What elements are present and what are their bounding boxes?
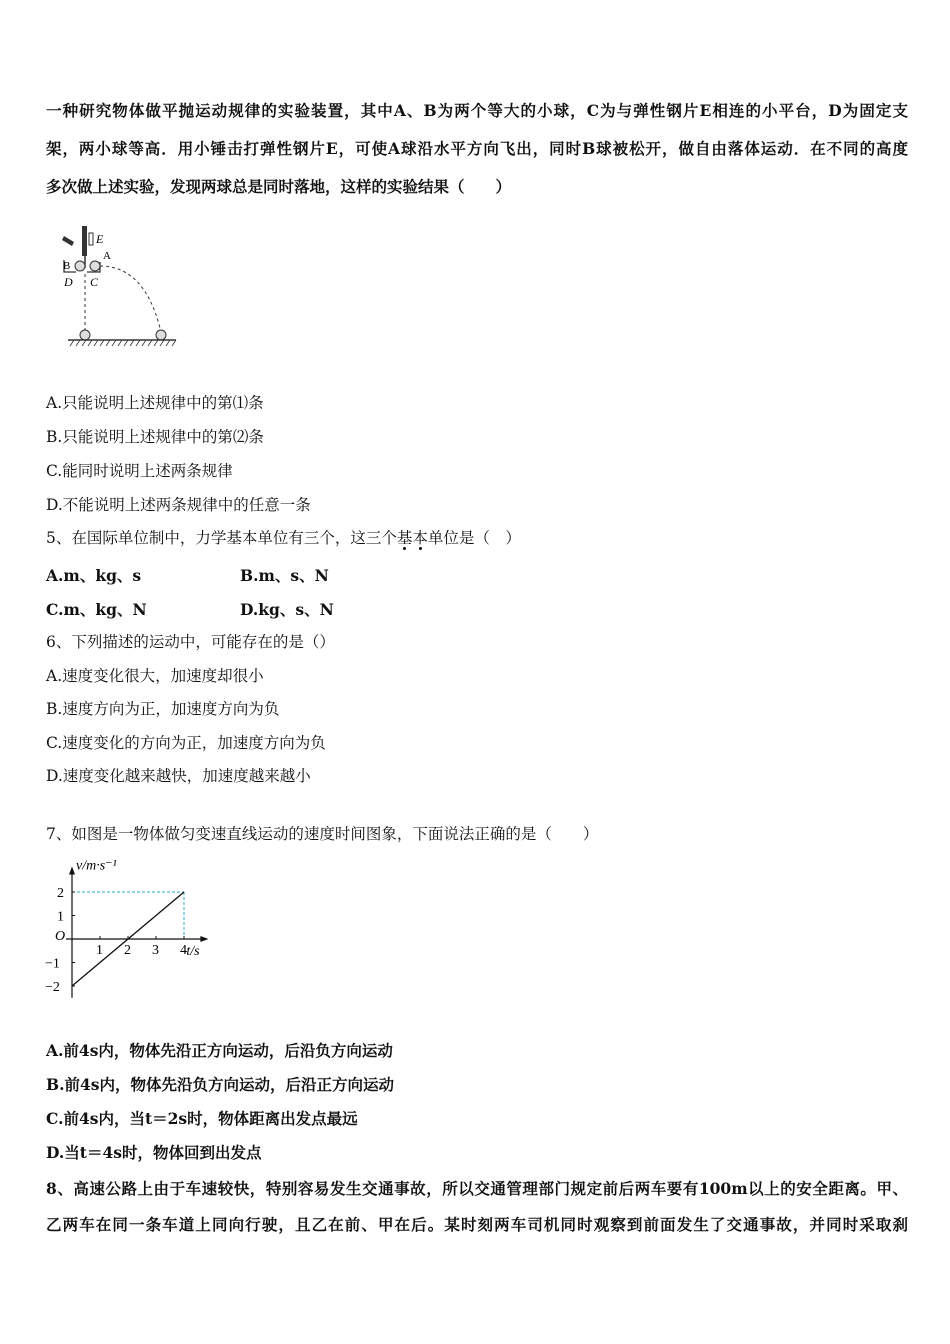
q7-stem: 7、如图是一物体做匀变速直线运动的速度时间图象，下面说法正确的是（ ） [46, 825, 599, 843]
label-e: E [96, 232, 104, 246]
x-axis-arrow [200, 936, 208, 942]
ball-b-landed [80, 330, 90, 340]
hammer-head [62, 236, 74, 246]
q7-option-a: A.前4s内，物体先沿正方向运动，后沿负方向运动 [46, 1041, 393, 1060]
y-tick-label: 1 [57, 909, 64, 925]
hammer-handle [82, 226, 87, 256]
y-tick-label: −1 [45, 956, 60, 972]
y-tick-label: 2 [57, 886, 64, 901]
q4-option-b: B.只能说明上述规律中的第⑵条 [46, 428, 264, 446]
q6-option-c: C.速度变化的方向为正，加速度方向为负 [46, 734, 326, 752]
ball-a [90, 261, 100, 271]
q4-stem-line-1: 一种研究物体做平抛运动规律的实验装置，其中A、B为两个等大的小球，C为与弹性钢片E相连的小平台，D为固定支 [46, 101, 908, 120]
q7-option-d: D.当t＝4s时，物体回到出发点 [46, 1143, 262, 1162]
q7-option-b: B.前4s内，物体先沿负方向运动，后沿正方向运动 [46, 1075, 395, 1094]
q4-option-d: D.不能说明上述两条规律中的任意一条 [46, 496, 311, 514]
q6-stem: 6、下列描述的运动中，可能存在的是（） [46, 633, 335, 651]
label-c: C [90, 275, 99, 289]
q5-option-a: A.m、kg、s [46, 566, 142, 585]
q5-stem-em-2: 本 [412, 529, 428, 547]
q5-option-b: B.m、s、N [240, 566, 329, 585]
elastic-plate-e [89, 233, 93, 245]
q5-stem [46, 528, 908, 548]
q4-option-a: A.只能说明上述规律中的第⑴条 [46, 394, 264, 412]
q5-stem-em-1: 基 [396, 529, 413, 547]
label-a: A [103, 250, 111, 262]
x-tick-label: 2 [124, 943, 131, 958]
origin-label: O [55, 929, 66, 944]
label-d: D [64, 275, 73, 289]
q6-option-b: B.速度方向为正，加速度方向为负 [46, 700, 280, 718]
ground-hatching [70, 340, 176, 346]
y-axis-arrow [69, 867, 75, 875]
y-axis-label: v/m·s⁻¹ [76, 858, 117, 874]
q7-velocity-time-chart [40, 852, 225, 1012]
q8-stem-line-2: 乙两车在同一条车道上同向行驶，且乙在前、甲在后。某时刻两车司机同时观察到前面发生了交通事故，并同时采取刹 [46, 1215, 908, 1234]
q7-option-c: C.前4s内，当t＝2s时，物体距离出发点最远 [46, 1109, 358, 1128]
q8-stem-line-1: 8、高速公路上由于车速较快，特别容易发生交通事故，所以交通管理部门规定前后两车要有100m以上的安全距离。甲、 [46, 1179, 908, 1198]
x-tick-label: 1 [96, 943, 103, 958]
ball-b [75, 261, 85, 271]
projectile-path [100, 266, 160, 328]
q4-stem-line-2: 架，两小球等高．用小锤击打弹性钢片E，可使A球沿水平方向飞出，同时B球被松开，做自由落体运动．在不同的高度 [46, 139, 908, 158]
ball-a-landed [156, 330, 166, 340]
x-axis-label: t/s [186, 944, 200, 959]
q4-stem-line-3: 多次做上述实验，发现两球总是同时落地，这样的实验结果（ ） [46, 177, 512, 196]
q5-stem-post: 单位是（ ） [427, 529, 521, 547]
q5-stem-pre: 5、在国际单位制中，力学基本单位有三个，这三个 [46, 529, 397, 547]
y-tick-label: −2 [45, 980, 60, 995]
q5-option-d: D.kg、s、N [240, 600, 334, 619]
q6-option-a: A.速度变化很大，加速度却很小 [46, 667, 264, 685]
q4-apparatus-figure [58, 222, 180, 352]
q4-option-c: C.能同时说明上述两条规律 [46, 462, 233, 480]
x-tick-label: 3 [152, 943, 159, 958]
q6-option-d: D.速度变化越来越快，加速度越来越小 [46, 767, 311, 785]
x-tick-label: 4 [180, 943, 187, 958]
q5-option-c: C.m、kg、N [46, 600, 147, 619]
label-b: B [63, 260, 71, 272]
